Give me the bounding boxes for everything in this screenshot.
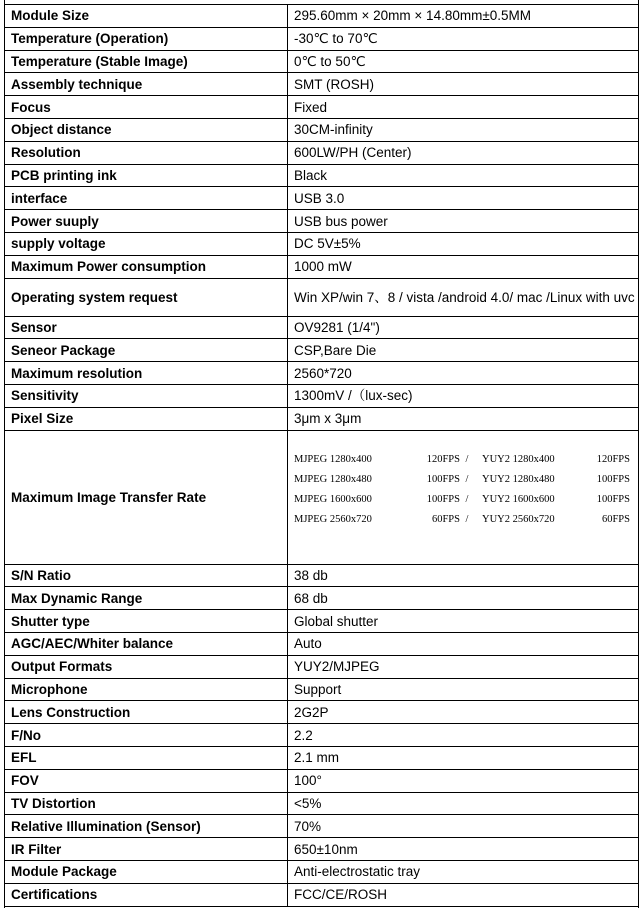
spec-key: Module Size bbox=[5, 5, 288, 28]
table-row bbox=[5, 164, 639, 187]
spec-value: 650±10nm bbox=[288, 838, 639, 861]
spec-value: DC 5V±5% bbox=[288, 232, 639, 255]
spec-key: Maximum Image Transfer Rate bbox=[5, 430, 288, 564]
fps-mjpeg: 120FPS bbox=[426, 454, 460, 466]
transfer-rate-line bbox=[294, 490, 638, 510]
transfer-rate-line bbox=[294, 510, 638, 530]
table-row bbox=[5, 860, 639, 883]
spec-value: 295.60mm × 20mm × 14.80mm±0.5MM bbox=[288, 5, 639, 28]
spec-value: USB bus power bbox=[288, 210, 639, 233]
spec-key: Lens Construction bbox=[5, 701, 288, 724]
transfer-rate-cell bbox=[288, 430, 639, 564]
spec-key: IR Filter bbox=[5, 838, 288, 861]
fps-yuy2: 60FPS bbox=[601, 514, 630, 526]
format-yuy2: YUY2 1600x600 bbox=[482, 494, 555, 506]
spec-key: Sensor bbox=[5, 316, 288, 339]
spec-key: Max Dynamic Range bbox=[5, 587, 288, 610]
spec-key: AGC/AEC/Whiter balance bbox=[5, 632, 288, 655]
table-row bbox=[5, 339, 639, 362]
spec-key: Shutter type bbox=[5, 610, 288, 633]
transfer-rate-line bbox=[294, 450, 638, 470]
table-row bbox=[5, 118, 639, 141]
spec-value: 3μm x 3μm bbox=[288, 407, 639, 430]
spec-value: 2560*720 bbox=[288, 362, 639, 385]
spec-key: Module Package bbox=[5, 860, 288, 883]
fps-mjpeg: 100FPS bbox=[426, 474, 460, 486]
spec-key: F/No bbox=[5, 724, 288, 747]
table-row bbox=[5, 632, 639, 655]
separator: / bbox=[465, 514, 469, 526]
spec-key: Relative Illumination (Sensor) bbox=[5, 815, 288, 838]
spec-key: interface bbox=[5, 187, 288, 210]
spec-value: 1000 mW bbox=[288, 255, 639, 278]
table-row bbox=[5, 430, 639, 564]
spec-key: FOV bbox=[5, 769, 288, 792]
spec-value: 68 db bbox=[288, 587, 639, 610]
format-mjpeg: MJPEG 1280x400 bbox=[294, 454, 372, 466]
table-row bbox=[5, 769, 639, 792]
transfer-rate-line bbox=[294, 470, 638, 490]
spec-value: 2.2 bbox=[288, 724, 639, 747]
spec-value: Win XP/win 7、8 / vista /android 4.0/ mac /Linux with uvc bbox=[288, 278, 639, 316]
spec-value: SMT (ROSH) bbox=[288, 73, 639, 96]
spec-key: Certifications bbox=[5, 883, 288, 906]
spec-value: Fixed bbox=[288, 96, 639, 119]
table-row bbox=[5, 27, 639, 50]
spec-value: Anti-electrostatic tray bbox=[288, 860, 639, 883]
table-row bbox=[5, 255, 639, 278]
spec-value: 2G2P bbox=[288, 701, 639, 724]
table-row bbox=[5, 883, 639, 906]
spec-key: Temperature (Stable Image) bbox=[5, 50, 288, 73]
spec-key: Pixel Size bbox=[5, 407, 288, 430]
table-row bbox=[5, 210, 639, 233]
spec-value: 38 db bbox=[288, 564, 639, 587]
spec-key: Operating system request bbox=[5, 278, 288, 316]
fps-mjpeg: 100FPS bbox=[426, 494, 460, 506]
spec-value: Support bbox=[288, 678, 639, 701]
format-yuy2: YUY2 1280x400 bbox=[482, 454, 555, 466]
spec-key: Temperature (Operation) bbox=[5, 27, 288, 50]
spec-value: <5% bbox=[288, 792, 639, 815]
table-row bbox=[5, 278, 639, 316]
spec-key: supply voltage bbox=[5, 232, 288, 255]
fps-yuy2: 100FPS bbox=[596, 474, 630, 486]
table-row bbox=[5, 792, 639, 815]
fps-mjpeg: 60FPS bbox=[431, 514, 460, 526]
spec-value: FCC/CE/ROSH bbox=[288, 883, 639, 906]
spec-key: Seneor Package bbox=[5, 339, 288, 362]
format-yuy2: YUY2 2560x720 bbox=[482, 514, 555, 526]
spec-key: Output Formats bbox=[5, 655, 288, 678]
format-yuy2: YUY2 1280x480 bbox=[482, 474, 555, 486]
spec-key: Maximum Power consumption bbox=[5, 255, 288, 278]
table-row bbox=[5, 655, 639, 678]
spec-value: CSP,Bare Die bbox=[288, 339, 639, 362]
format-mjpeg: MJPEG 2560x720 bbox=[294, 514, 372, 526]
spec-value: 2.1 mm bbox=[288, 746, 639, 769]
table-row bbox=[5, 407, 639, 430]
spec-key: PCB printing ink bbox=[5, 164, 288, 187]
transfer-rate-list bbox=[294, 450, 638, 530]
separator: / bbox=[465, 454, 469, 466]
table-row bbox=[5, 384, 639, 407]
spec-key: Focus bbox=[5, 96, 288, 119]
table-row bbox=[5, 50, 639, 73]
spec-key: Microphone bbox=[5, 678, 288, 701]
table-row bbox=[5, 610, 639, 633]
spec-value: YUY2/MJPEG bbox=[288, 655, 639, 678]
table-row bbox=[5, 815, 639, 838]
spec-table bbox=[4, 4, 639, 907]
table-row bbox=[5, 564, 639, 587]
spec-value: USB 3.0 bbox=[288, 187, 639, 210]
spec-value: OV9281 (1/4") bbox=[288, 316, 639, 339]
table-row bbox=[5, 73, 639, 96]
spec-value: 600LW/PH (Center) bbox=[288, 141, 639, 164]
table-row bbox=[5, 316, 639, 339]
table-row bbox=[5, 362, 639, 385]
spec-key: TV Distortion bbox=[5, 792, 288, 815]
table-row bbox=[5, 838, 639, 861]
spec-value: Global shutter bbox=[288, 610, 639, 633]
spec-key: Maximum resolution bbox=[5, 362, 288, 385]
format-mjpeg: MJPEG 1280x480 bbox=[294, 474, 372, 486]
spec-value: 30CM-infinity bbox=[288, 118, 639, 141]
spec-key: Resolution bbox=[5, 141, 288, 164]
separator: / bbox=[465, 474, 469, 486]
table-row bbox=[5, 5, 639, 28]
table-row bbox=[5, 724, 639, 747]
table-row bbox=[5, 701, 639, 724]
table-row bbox=[5, 678, 639, 701]
spec-key: Sensitivity bbox=[5, 384, 288, 407]
spec-value: Auto bbox=[288, 632, 639, 655]
spec-key: Power suuply bbox=[5, 210, 288, 233]
spec-key: Object distance bbox=[5, 118, 288, 141]
spec-value: 1300mV /（lux-sec) bbox=[288, 384, 639, 407]
format-mjpeg: MJPEG 1600x600 bbox=[294, 494, 372, 506]
separator: / bbox=[465, 494, 469, 506]
spec-value: 0℃ to 50℃ bbox=[288, 50, 639, 73]
table-row bbox=[5, 746, 639, 769]
spec-value: Black bbox=[288, 164, 639, 187]
fps-yuy2: 120FPS bbox=[596, 454, 630, 466]
spec-value: 100° bbox=[288, 769, 639, 792]
spec-value: 70% bbox=[288, 815, 639, 838]
spec-value: -30℃ to 70℃ bbox=[288, 27, 639, 50]
table-row bbox=[5, 587, 639, 610]
fps-yuy2: 100FPS bbox=[596, 494, 630, 506]
table-row bbox=[5, 141, 639, 164]
table-row bbox=[5, 187, 639, 210]
spec-key: EFL bbox=[5, 746, 288, 769]
spec-key: S/N Ratio bbox=[5, 564, 288, 587]
table-row bbox=[5, 232, 639, 255]
spec-key: Assembly technique bbox=[5, 73, 288, 96]
table-row bbox=[5, 96, 639, 119]
